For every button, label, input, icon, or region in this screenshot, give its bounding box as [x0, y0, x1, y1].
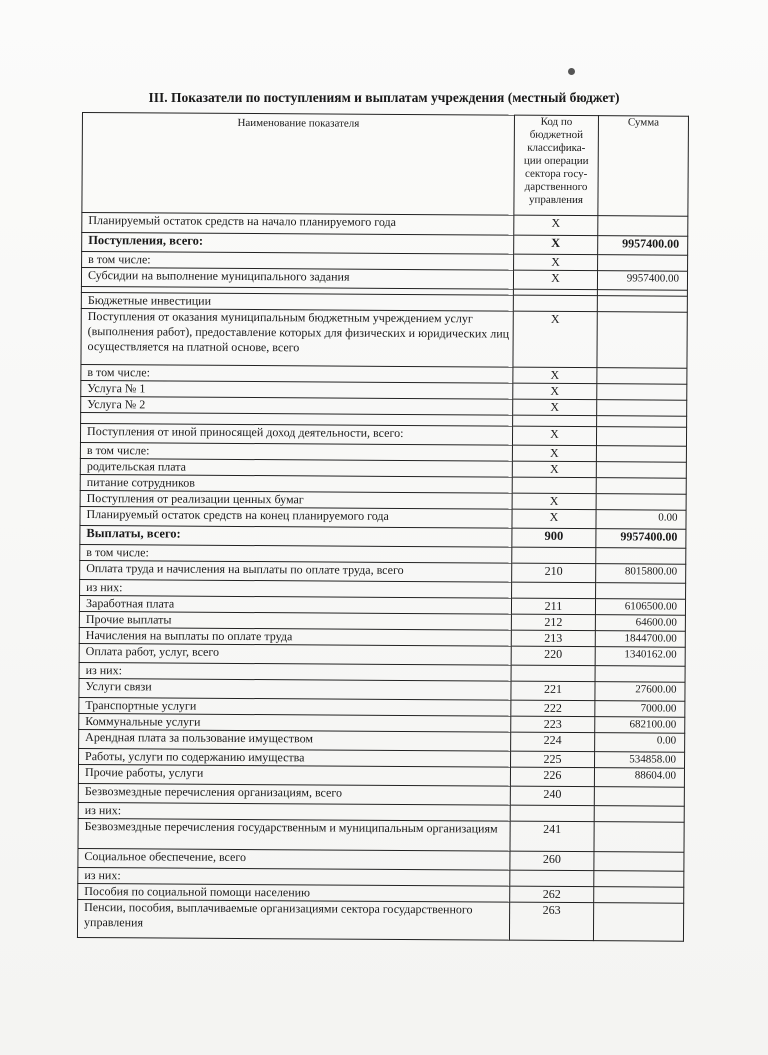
row-code: 241 — [510, 821, 594, 852]
header-name: Наименование показателя — [82, 113, 515, 216]
row-code: 900 — [512, 528, 596, 548]
row-name: в том числе: — [82, 252, 514, 271]
row-sum — [597, 416, 687, 428]
row-sum: 534858.00 — [595, 752, 685, 769]
row-sum: 9957400.00 — [598, 236, 688, 256]
row-sum: 682100.00 — [595, 717, 685, 734]
row-code: X — [514, 254, 598, 271]
row-name: питание сотрудников — [80, 474, 512, 493]
row-sum — [594, 852, 684, 872]
row-code — [510, 870, 594, 887]
row-name: Оплата труда и начисления на выплаты по оплате труда, всего — [80, 560, 512, 582]
row-sum — [596, 494, 686, 511]
row-name: родительская плата — [80, 458, 512, 477]
table-row — [78, 818, 684, 852]
row-name: Социальное обеспечение, всего — [78, 848, 510, 870]
row-name: Транспортные услуги — [79, 697, 511, 716]
row-code: X — [514, 235, 598, 255]
row-sum: 0.00 — [595, 733, 685, 753]
row-name: Услуга № 2 — [81, 396, 513, 415]
row-sum — [596, 548, 686, 565]
row-code — [513, 415, 597, 427]
row-sum — [597, 312, 687, 369]
row-sum — [597, 368, 687, 385]
row-name: Начисления на выплаты по оплате труда — [79, 627, 511, 646]
row-sum — [598, 216, 688, 237]
row-code: X — [512, 445, 596, 462]
row-name: Субсидии на выполнение муниципального задания — [81, 268, 513, 290]
table-body — [77, 213, 687, 942]
row-name: в том числе: — [80, 442, 512, 461]
row-code: 225 — [511, 751, 595, 768]
row-sum: 1844700.00 — [595, 631, 685, 648]
row-name: Пенсии, пособия, выплачиваемые организациями сектора государственного управления — [77, 899, 509, 940]
page-title: III. Показатели по поступлениям и выплатам учреждения (местный бюджет) — [148, 90, 620, 105]
row-sum — [596, 583, 686, 600]
row-code: 226 — [510, 767, 594, 787]
row-name: из них: — [78, 867, 510, 886]
row-code: 260 — [510, 851, 594, 871]
row-name: из них: — [80, 579, 512, 598]
row-code: 221 — [511, 681, 595, 701]
row-name: Коммунальные услуги — [79, 713, 511, 732]
row-sum: 1340162.00 — [595, 647, 685, 667]
row-name: Поступления от реализации ценных бумаг — [80, 490, 512, 509]
row-code: X — [512, 493, 596, 510]
row-code: X — [512, 461, 596, 478]
row-code: 213 — [511, 630, 595, 647]
scan-speck — [568, 68, 575, 75]
row-name: из них: — [79, 662, 511, 681]
row-name: Услуга № 1 — [81, 380, 513, 399]
row-sum — [598, 255, 688, 272]
row-name: Оплата работ, услуг, всего — [79, 643, 511, 665]
row-code: X — [513, 270, 597, 290]
row-name: Бюджетные инвестиции — [81, 292, 513, 311]
row-sum — [596, 462, 686, 479]
indicator-table-wrapper — [77, 112, 688, 942]
row-sum — [594, 787, 684, 807]
row-name: в том числе: — [81, 364, 513, 383]
row-code — [512, 477, 596, 494]
table-row — [77, 899, 683, 941]
row-sum: 27600.00 — [595, 682, 685, 702]
header-sum: Сумма — [598, 116, 689, 217]
row-code — [512, 582, 596, 599]
row-sum: 6106500.00 — [595, 599, 685, 616]
row-sum: 7000.00 — [595, 701, 685, 718]
row-sum: 64600.00 — [595, 615, 685, 632]
row-sum: 0.00 — [596, 510, 686, 530]
row-name: Поступления от иной приносящей доход деятельности, всего: — [80, 423, 512, 445]
row-code — [512, 547, 596, 564]
header-code: Код по бюджетной классифика- ции операции сектора госу- дарственного управления — [514, 115, 599, 216]
row-code — [511, 665, 595, 682]
row-sum: 9957400.00 — [597, 271, 687, 291]
row-code: 223 — [511, 716, 595, 733]
row-name: Арендная плата за пользование имуществом — [79, 729, 511, 751]
row-code: 262 — [510, 886, 594, 903]
row-sum: 9957400.00 — [596, 529, 686, 549]
row-code: 220 — [511, 646, 595, 666]
row-name: в том числе: — [80, 544, 512, 563]
table-header-row — [82, 113, 689, 217]
row-sum — [597, 384, 687, 401]
table-row — [81, 308, 687, 368]
row-code: 224 — [511, 732, 595, 752]
row-code: X — [513, 383, 597, 400]
row-sum — [596, 478, 686, 495]
row-sum — [597, 296, 687, 313]
row-sum — [597, 400, 687, 417]
row-code: X — [514, 215, 598, 236]
row-sum — [594, 822, 684, 853]
row-name: Услуги связи — [79, 678, 511, 700]
row-code — [513, 295, 597, 312]
row-code: 210 — [512, 563, 596, 583]
row-code: X — [513, 367, 597, 384]
row-sum — [595, 666, 685, 683]
row-code — [510, 805, 594, 822]
row-name: Работы, услуги по содержанию имущества — [79, 748, 511, 767]
row-code: X — [512, 509, 596, 529]
row-name: Поступления, всего: — [82, 233, 514, 255]
row-code: X — [513, 311, 597, 368]
row-code: 211 — [511, 598, 595, 615]
row-code: X — [512, 426, 596, 446]
row-code: 240 — [510, 786, 594, 806]
row-name: Выплаты, всего: — [80, 525, 512, 547]
row-name: Планируемый остаток средств на начало планируемого года — [82, 213, 514, 236]
row-name: Заработная плата — [79, 595, 511, 614]
row-name: Поступления от оказания муниципальным бюджетным учреждением услуг (выполнения работ), предоставление которых для физических и юридических лиц осуществляется на платной основе, всего — [81, 308, 513, 367]
row-sum: 8015800.00 — [596, 564, 686, 584]
row-sum: 88604.00 — [594, 768, 684, 788]
row-code: 212 — [511, 614, 595, 631]
row-name: Безвозмездные перечисления государственным и муниципальным организациям — [78, 818, 510, 851]
row-sum — [594, 871, 684, 888]
row-name: Планируемый остаток средств на конец планируемого года — [80, 506, 512, 528]
row-name: из них: — [78, 802, 510, 821]
indicator-table — [77, 112, 689, 942]
row-code: 222 — [511, 700, 595, 717]
row-name: Прочие работы, услуги — [78, 764, 510, 786]
row-sum — [593, 903, 683, 942]
row-name: Прочие выплаты — [79, 611, 511, 630]
row-sum — [596, 427, 686, 447]
row-code: 263 — [509, 902, 593, 941]
row-sum — [594, 887, 684, 904]
row-name: Пособия по социальной помощи населению — [78, 883, 510, 902]
row-sum — [594, 806, 684, 823]
row-sum — [596, 446, 686, 463]
row-name: Безвозмездные перечисления организациям, всего — [78, 783, 510, 805]
row-code: X — [513, 399, 597, 416]
